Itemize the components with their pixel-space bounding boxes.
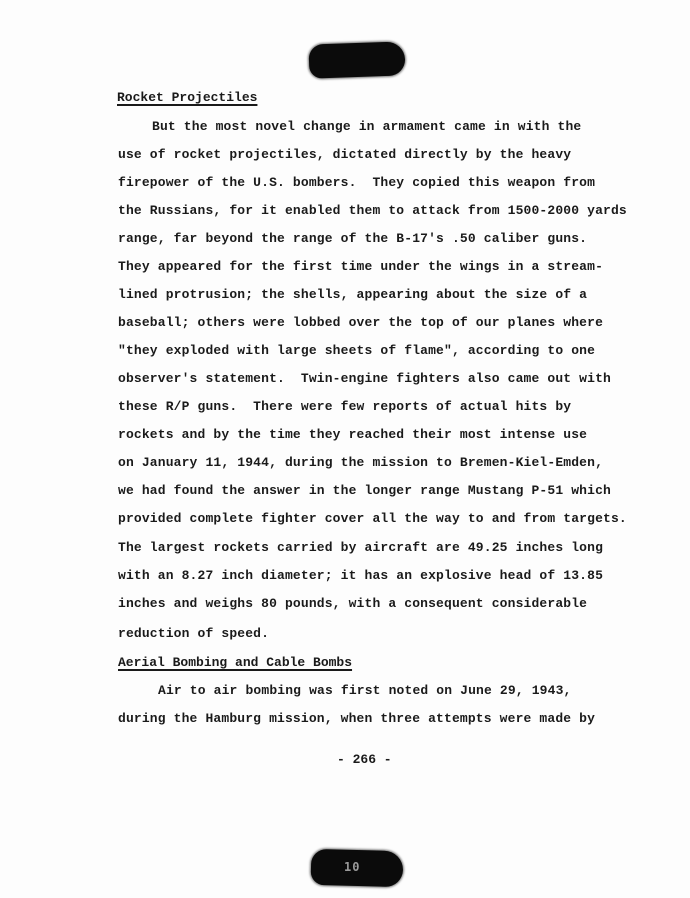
body-line: They appeared for the first time under the wings in a stream-: [118, 259, 604, 274]
body-line: provided complete fighter cover all the way to and from targets.: [118, 511, 627, 526]
body-line: we had found the answer in the longer range Mustang P-51 which: [118, 483, 611, 498]
body-line: during the Hamburg mission, when three attempts were made by: [118, 711, 596, 726]
body-line: baseball; others were lobbed over the top of our planes where: [118, 315, 604, 330]
body-line: observer's statement. Twin-engine fighters also came out with: [118, 371, 611, 386]
redaction-mark-top: [308, 41, 405, 78]
section-heading-aerial-bombing: Aerial Bombing and Cable Bombs: [118, 655, 353, 670]
redaction-bleed-text: 10: [344, 860, 361, 874]
body-line: the Russians, for it enabled them to attack from 1500-2000 yards: [118, 203, 627, 218]
body-line: inches and weighs 80 pounds, with a consequent considerable: [118, 596, 588, 611]
body-line: reduction of speed.: [118, 626, 270, 641]
body-line: with an 8.27 inch diameter; it has an explosive head of 13.85: [118, 568, 604, 583]
body-line: firepower of the U.S. bombers. They copied this weapon from: [118, 175, 596, 190]
body-line: "they exploded with large sheets of flame", according to one: [118, 343, 596, 358]
body-line: The largest rockets carried by aircraft are 49.25 inches long: [118, 540, 604, 555]
body-line: on January 11, 1944, during the mission to Bremen-Kiel-Emden,: [118, 455, 604, 470]
body-line: range, far beyond the range of the B-17's .50 caliber guns.: [118, 231, 588, 246]
body-line: these R/P guns. There were few reports of actual hits by: [118, 399, 572, 414]
body-line: rockets and by the time they reached their most intense use: [118, 427, 588, 442]
section-heading-rocket-projectiles: Rocket Projectiles: [117, 90, 258, 105]
body-line: Air to air bombing was first noted on June 29, 1943,: [158, 683, 572, 698]
body-line: use of rocket projectiles, dictated directly by the heavy: [118, 147, 572, 162]
page-number: - 266 -: [337, 752, 392, 767]
body-line: lined protrusion; the shells, appearing about the size of a: [118, 287, 588, 302]
body-line: But the most novel change in armament came in with the: [152, 119, 582, 134]
